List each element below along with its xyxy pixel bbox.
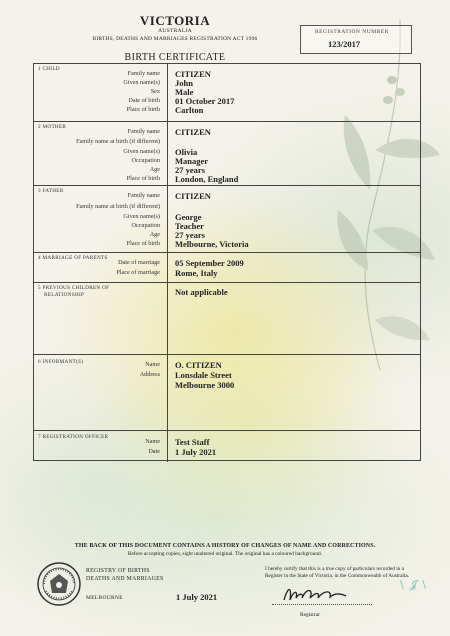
field-label: Place of birth bbox=[126, 106, 160, 113]
field-label: Age bbox=[149, 166, 160, 173]
field-label: Given name(s) bbox=[123, 148, 160, 155]
field-row bbox=[34, 127, 420, 136]
section-previous-children bbox=[34, 283, 420, 355]
registry-seal-icon bbox=[36, 561, 82, 607]
field-value: CITIZEN bbox=[175, 191, 211, 201]
section-marriage bbox=[34, 253, 420, 283]
field-row bbox=[34, 69, 420, 78]
field-label: Age bbox=[149, 231, 160, 238]
state-heading: VICTORIA bbox=[139, 13, 211, 28]
field-value: 01 October 2017 bbox=[175, 96, 235, 106]
section-label: 2 MOTHER bbox=[38, 124, 67, 130]
field-label: Sex bbox=[150, 88, 160, 95]
field-row bbox=[34, 437, 420, 446]
certificate-title: BIRTH CERTIFICATE bbox=[124, 52, 226, 63]
field-row bbox=[34, 137, 420, 146]
field-label: Name bbox=[145, 361, 160, 368]
field-value: Melbourne, Victoria bbox=[175, 239, 249, 249]
field-value: London, England bbox=[175, 174, 239, 184]
field-value: Manager bbox=[175, 156, 209, 166]
field-value: O. CITIZEN bbox=[175, 360, 222, 370]
registration-number-box bbox=[300, 25, 412, 54]
field-row bbox=[34, 380, 420, 389]
particulars-table bbox=[33, 63, 421, 461]
section-informant bbox=[34, 355, 420, 431]
field-label: Occupation bbox=[131, 222, 160, 229]
field-row bbox=[34, 221, 420, 230]
field-row bbox=[34, 191, 420, 200]
field-row bbox=[34, 105, 420, 114]
field-row bbox=[34, 212, 420, 221]
field-row bbox=[34, 78, 420, 87]
field-label: Given name(s) bbox=[123, 79, 160, 86]
field-row bbox=[34, 287, 420, 296]
field-value: Olivia bbox=[175, 147, 198, 157]
field-row bbox=[34, 268, 420, 277]
field-value: Male bbox=[175, 87, 194, 97]
security-mark: \ 𝓙 \ bbox=[400, 578, 427, 591]
field-row bbox=[34, 165, 420, 174]
issue-date: 1 July 2021 bbox=[176, 592, 218, 602]
field-label: Place of birth bbox=[126, 175, 160, 182]
field-value: 27 years bbox=[175, 230, 205, 240]
field-value: John bbox=[175, 78, 193, 88]
registrar-signature bbox=[280, 582, 350, 606]
original-note: Before accepting copies, sight unaltered original. The original has a coloured background. bbox=[127, 551, 323, 557]
field-label: Date of birth bbox=[128, 97, 160, 104]
back-of-document-note: THE BACK OF THIS DOCUMENT CONTAINS A HISTORY OF CHANGES OF NAME AND CORRECTIONS. bbox=[74, 543, 376, 549]
section-label: 3 FATHER bbox=[38, 188, 64, 194]
section-label: 6 INFORMANT(S) bbox=[38, 359, 84, 365]
field-value: 1 July 2021 bbox=[175, 447, 217, 457]
registrar-label: Registrar bbox=[300, 612, 320, 618]
field-label: Family name bbox=[127, 192, 160, 199]
field-label: Occupation bbox=[131, 157, 160, 164]
field-label: Place of birth bbox=[126, 240, 160, 247]
field-value: Lonsdale Street bbox=[175, 370, 232, 380]
field-row bbox=[34, 447, 420, 456]
certification-statement: I hereby certify that this is a true copy of particulars recorded in a Register in the State of Victoria, in the Commonwealth of Australia. bbox=[265, 566, 410, 579]
field-label: Place of marriage bbox=[116, 269, 160, 276]
field-row bbox=[34, 370, 420, 379]
section-child bbox=[34, 64, 420, 122]
field-value: Teacher bbox=[175, 221, 204, 231]
field-label: Date bbox=[148, 448, 160, 455]
field-row bbox=[34, 156, 420, 165]
field-row bbox=[34, 258, 420, 267]
field-value: Carlton bbox=[175, 105, 204, 115]
field-value: Test Staff bbox=[175, 437, 210, 447]
field-value: 05 September 2009 bbox=[175, 258, 244, 268]
field-row bbox=[34, 174, 420, 183]
section-label: 1 CHILD bbox=[38, 66, 60, 72]
field-label: Family name bbox=[127, 70, 160, 77]
section-mother bbox=[34, 122, 420, 186]
field-row bbox=[34, 87, 420, 96]
field-label: Given name(s) bbox=[123, 213, 160, 220]
field-value: Not applicable bbox=[175, 287, 228, 297]
field-row bbox=[34, 202, 420, 211]
field-label: Family name bbox=[127, 128, 160, 135]
section-label: 7 REGISTRATION OFFICER bbox=[38, 434, 109, 440]
field-value: 27 years bbox=[175, 165, 205, 175]
field-row bbox=[34, 147, 420, 156]
act-heading: BIRTHS, DEATHS AND MARRIAGES REGISTRATION ACT 1996 bbox=[92, 36, 258, 42]
field-value: George bbox=[175, 212, 202, 222]
registration-number-label: REGISTRATION NUMBER bbox=[315, 29, 389, 35]
section-label: 5 PREVIOUS CHILDREN OF RELATIONSHIP bbox=[38, 285, 110, 298]
registration-number-value: 123/2017 bbox=[328, 39, 361, 49]
field-value: CITIZEN bbox=[175, 69, 211, 79]
field-row bbox=[34, 96, 420, 105]
field-label: Address bbox=[139, 371, 160, 378]
field-label: Name bbox=[145, 438, 160, 445]
section-label: 4 MARRIAGE OF PARENTS bbox=[38, 255, 108, 261]
field-value: Rome, Italy bbox=[175, 268, 218, 278]
field-row bbox=[34, 230, 420, 239]
section-father bbox=[34, 186, 420, 253]
field-label: Family name at birth (if different) bbox=[76, 203, 160, 210]
field-value: Melbourne 3000 bbox=[175, 380, 235, 390]
registry-city: MELBOURNE bbox=[86, 595, 123, 601]
field-value: CITIZEN bbox=[175, 127, 211, 137]
country-heading: AUSTRALIA bbox=[158, 28, 192, 34]
field-row bbox=[34, 239, 420, 248]
field-label: Date of marriage bbox=[118, 259, 160, 266]
field-label: Family name at birth (if different) bbox=[76, 138, 160, 145]
registry-name: REGISTRY OF BIRTHS DEATHS AND MARRIAGES bbox=[86, 568, 164, 582]
field-row bbox=[34, 360, 420, 369]
section-registration-officer bbox=[34, 431, 420, 462]
